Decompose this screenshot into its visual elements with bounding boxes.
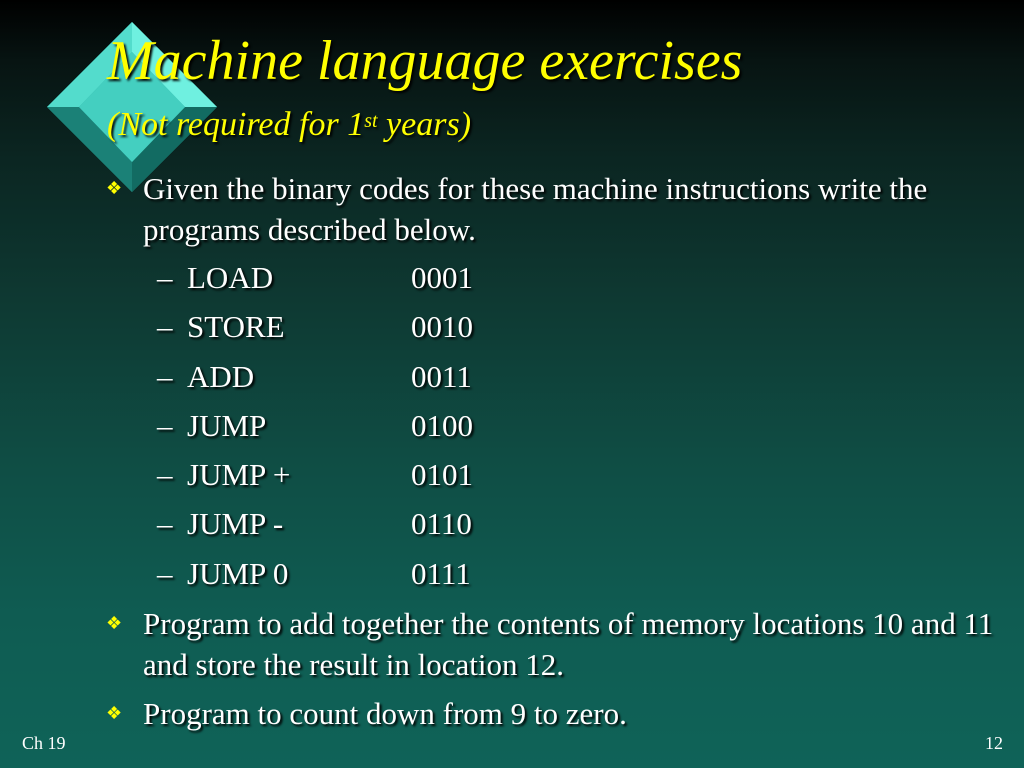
dash-marker: –: [157, 309, 173, 345]
bullet-diamond-icon: ❖: [106, 178, 123, 198]
instruction-name: JUMP -: [187, 506, 284, 542]
instruction-code: 0011: [411, 358, 472, 394]
dash-marker: –: [157, 506, 173, 542]
dash-marker: –: [157, 260, 173, 295]
chapter-label: Ch 19: [22, 733, 66, 753]
bullet-diamond-icon: ❖: [106, 703, 123, 724]
dash-marker: –: [157, 358, 173, 394]
slide-title: Machine language exercises: [107, 30, 743, 92]
instruction-name: JUMP: [187, 407, 267, 443]
instruction-name: LOAD: [187, 260, 274, 295]
instruction-name: JUMP +: [187, 457, 291, 493]
instruction-name: STORE: [187, 309, 285, 345]
dash-marker: –: [157, 407, 173, 443]
instruction-item: [106, 357, 1006, 406]
slide-body: [106, 168, 1006, 734]
instruction-item: [106, 307, 1006, 356]
bullet-item: [106, 693, 1006, 734]
instruction-code: 0101: [411, 457, 473, 493]
bullet-text: Program to count down from 9 to zero.: [143, 696, 627, 732]
subtitle-main: (Not required for 1: [107, 106, 365, 143]
bullet-item: [106, 168, 1006, 250]
instruction-name: ADD: [187, 358, 255, 394]
instruction-item: [106, 554, 1006, 603]
instruction-name: JUMP 0: [187, 555, 289, 591]
instruction-list: [106, 258, 1006, 603]
slide-number: 12: [985, 733, 1003, 753]
subtitle-superscript: st: [364, 110, 378, 132]
bullet-text: Program to add together the contents of memory locations 10 and 11 and store the result in location 12.: [143, 606, 994, 683]
instruction-code: 0010: [411, 309, 473, 345]
slide-subtitle: [107, 102, 471, 148]
subtitle-end: years): [377, 106, 472, 143]
instruction-code: 0001: [411, 260, 473, 295]
instruction-item: [106, 455, 1006, 504]
dash-marker: –: [157, 457, 173, 493]
bullet-diamond-icon: ❖: [106, 613, 123, 634]
dash-marker: –: [157, 555, 173, 591]
instruction-item: [106, 504, 1006, 553]
instruction-code: 0110: [411, 506, 472, 542]
instruction-item: [106, 258, 1006, 307]
bullet-text: Given the binary codes for these machine instructions write the programs described below.: [143, 171, 928, 247]
instruction-code: 0111: [411, 555, 471, 591]
instruction-code: 0100: [411, 407, 473, 443]
bullet-item: [106, 603, 1006, 685]
instruction-item: [106, 406, 1006, 455]
